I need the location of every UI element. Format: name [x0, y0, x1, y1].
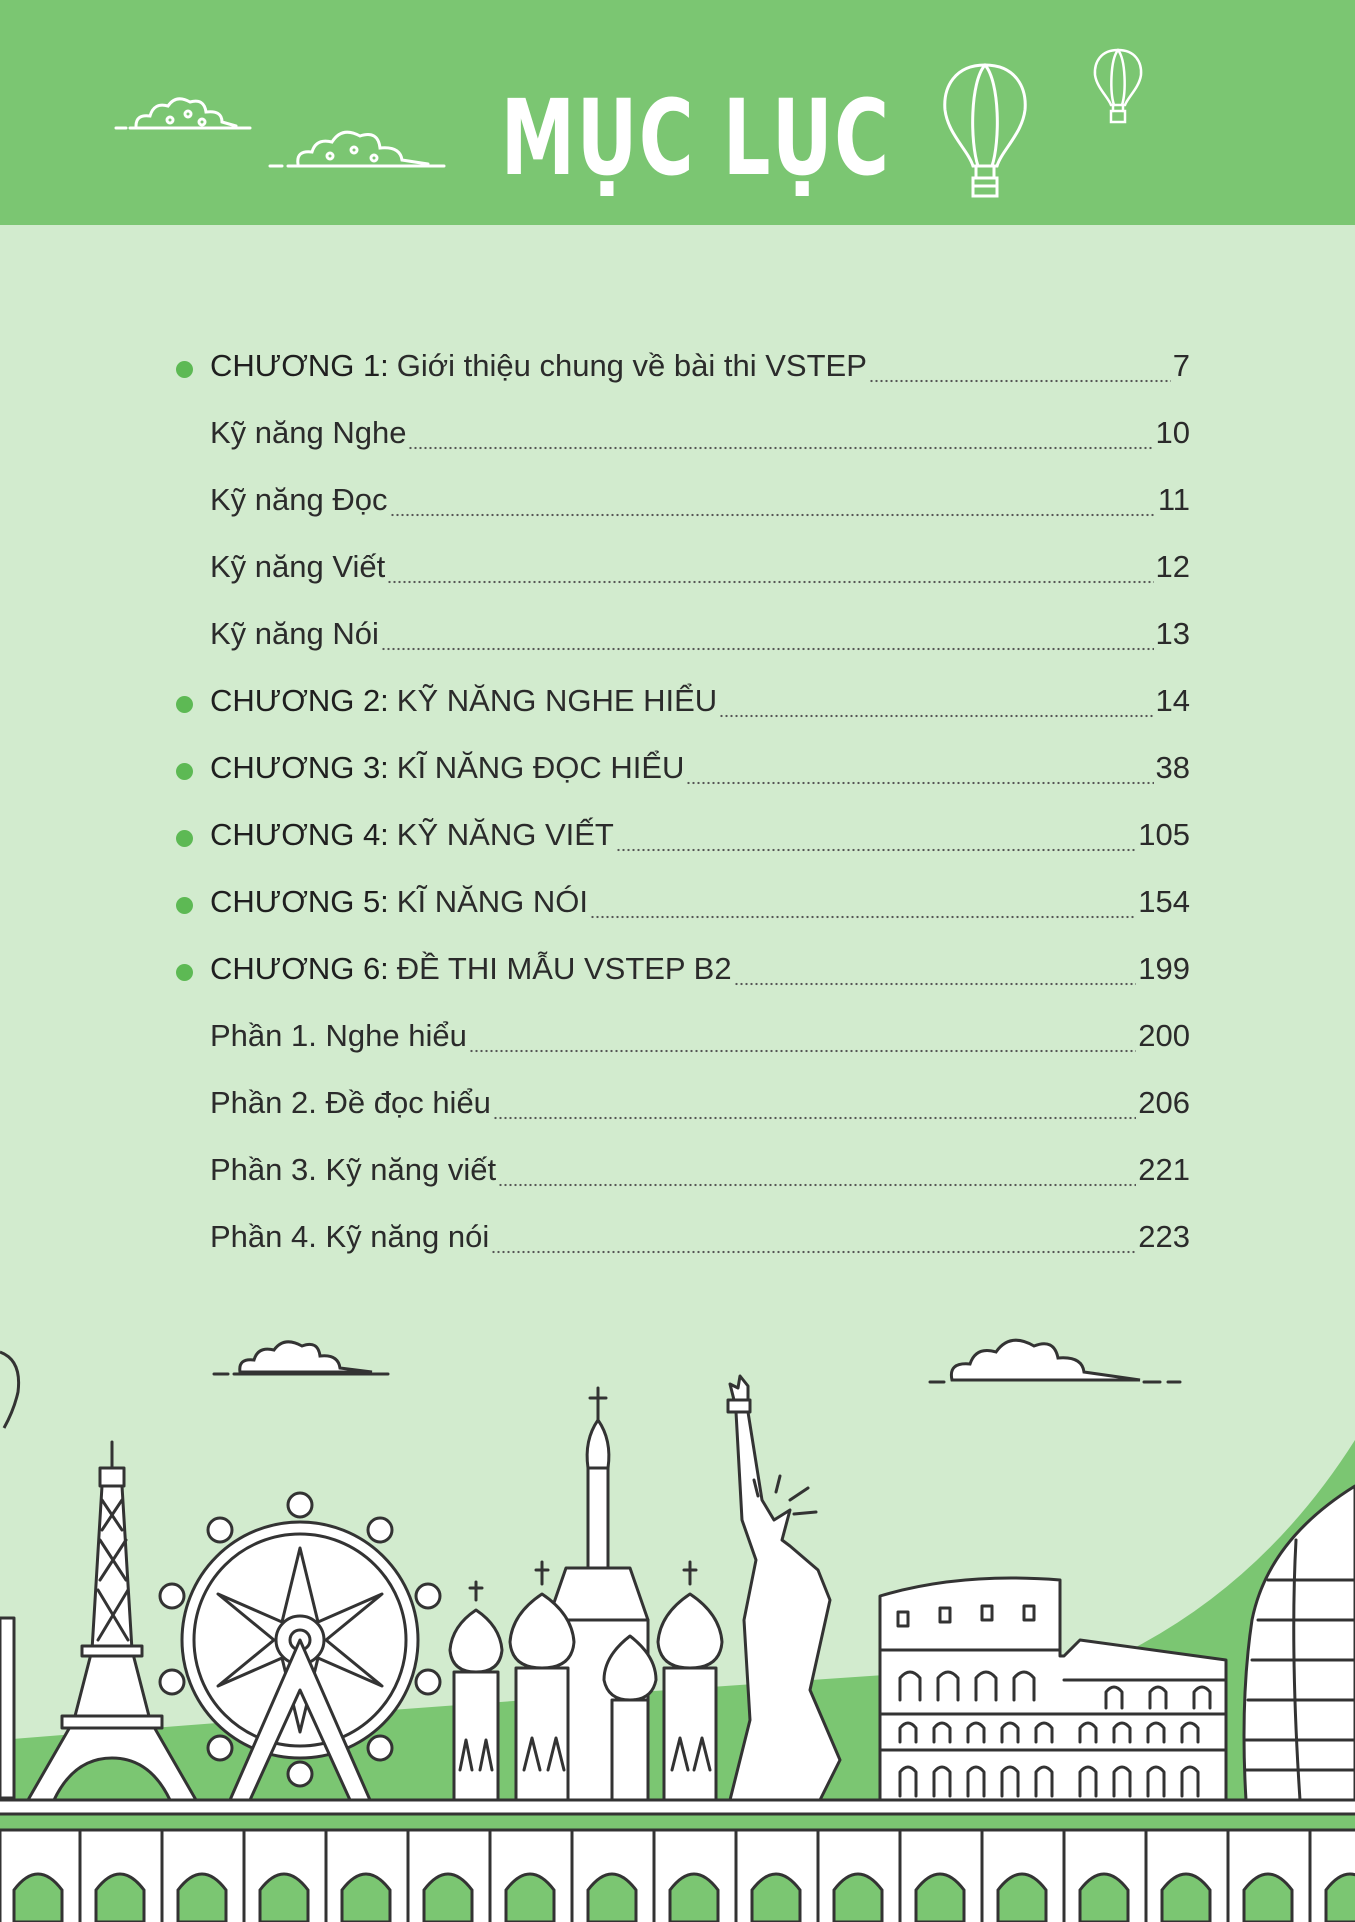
- toc-entry-speaking[interactable]: [210, 616, 1190, 660]
- page-number: 221: [1138, 1152, 1190, 1187]
- colosseum-icon: [880, 1578, 1226, 1800]
- bullet-icon: [176, 830, 193, 847]
- statue-of-liberty-icon: [728, 1376, 840, 1800]
- dot-leader: [719, 714, 1153, 718]
- skyscraper-icon: [1244, 1486, 1355, 1800]
- bullet-icon: [176, 361, 193, 378]
- dot-leader: [734, 982, 1137, 986]
- page-number: 199: [1138, 951, 1190, 986]
- bullet-icon: [176, 696, 193, 713]
- page-title: MỤC LỤC: [500, 77, 891, 199]
- page-number: 14: [1155, 683, 1190, 718]
- page-number: 7: [1172, 348, 1190, 383]
- chapter-label: CHƯƠNG 4:: [210, 817, 389, 852]
- entry-title: Phần 1. Nghe hiểu: [210, 1018, 467, 1053]
- toc-entry-chapter-4[interactable]: [210, 817, 1190, 861]
- dot-leader: [387, 580, 1153, 584]
- entry-title: ĐỀ THI MẪU VSTEP B2: [396, 951, 732, 986]
- page-number: 10: [1155, 415, 1190, 450]
- chapter-label: CHƯƠNG 6:: [210, 951, 389, 986]
- dot-leader: [408, 446, 1153, 450]
- dot-leader: [390, 513, 1156, 517]
- dot-leader: [493, 1116, 1136, 1120]
- toc-entry-chapter-3[interactable]: [210, 750, 1190, 794]
- entry-title: Giới thiệu chung về bài thi VSTEP: [396, 348, 867, 383]
- dot-leader: [686, 781, 1153, 785]
- bullet-icon: [176, 763, 193, 780]
- toc-entry-part-1[interactable]: [210, 1018, 1190, 1062]
- chapter-label: CHƯƠNG 5:: [210, 884, 389, 919]
- entry-title: Phần 3. Kỹ năng viết: [210, 1152, 497, 1187]
- dot-leader: [869, 379, 1171, 383]
- entry-title: KỸ NĂNG VIẾT: [396, 817, 614, 852]
- dot-leader: [469, 1049, 1136, 1053]
- dot-leader: [381, 647, 1154, 651]
- hot-air-balloon-icon: [0, 1352, 19, 1428]
- toc-entry-chapter-1[interactable]: [210, 348, 1190, 392]
- page-number: 11: [1157, 482, 1190, 517]
- dot-leader: [590, 915, 1136, 919]
- entry-title: Kỹ năng Viết: [210, 549, 386, 584]
- entry-title: Kỹ năng Nghe: [210, 415, 407, 450]
- page-number: 223: [1138, 1219, 1190, 1254]
- cloud-icon: [930, 1340, 1180, 1382]
- entry-title: KĨ NĂNG NÓI: [396, 884, 588, 919]
- page-number: 105: [1138, 817, 1190, 852]
- dot-leader: [498, 1183, 1136, 1187]
- toc-entry-reading[interactable]: [210, 482, 1190, 526]
- bullet-icon: [176, 964, 193, 981]
- entry-title: Kỹ năng Đọc: [210, 482, 388, 517]
- page-number: 200: [1138, 1018, 1190, 1053]
- tower-icon: [0, 1618, 14, 1798]
- page-number: 12: [1155, 549, 1190, 584]
- page-number: 38: [1155, 750, 1190, 785]
- toc-entry-part-3[interactable]: [210, 1152, 1190, 1196]
- entry-title: KĨ NĂNG ĐỌC HIỂU: [396, 750, 685, 785]
- toc-entry-chapter-6[interactable]: [210, 951, 1190, 995]
- entry-title: KỸ NĂNG NGHE HIỂU: [396, 683, 718, 718]
- page-number: 154: [1138, 884, 1190, 919]
- page-number: 13: [1155, 616, 1190, 651]
- dot-leader: [616, 848, 1136, 852]
- dot-leader: [491, 1250, 1136, 1254]
- entry-title: Phần 4. Kỹ năng nói: [210, 1219, 490, 1254]
- entry-title: Phần 2. Đề đọc hiểu: [210, 1085, 491, 1120]
- cloud-icon: [214, 1342, 388, 1374]
- toc-entry-part-2[interactable]: [210, 1085, 1190, 1129]
- toc-entry-listening[interactable]: [210, 415, 1190, 459]
- chapter-label: CHƯƠNG 1:: [210, 348, 389, 383]
- bullet-icon: [176, 897, 193, 914]
- page-number: 206: [1138, 1085, 1190, 1120]
- landmark-skyline-illustration: [0, 1300, 1355, 1922]
- toc-entry-chapter-2[interactable]: [210, 683, 1190, 727]
- chapter-label: CHƯƠNG 3:: [210, 750, 389, 785]
- toc-entry-part-4[interactable]: [210, 1219, 1190, 1263]
- toc-entry-writing[interactable]: [210, 549, 1190, 593]
- cathedral-icon: [450, 1388, 722, 1800]
- chapter-label: CHƯƠNG 2:: [210, 683, 389, 718]
- entry-title: Kỹ năng Nói: [210, 616, 379, 651]
- toc-entry-chapter-5[interactable]: [210, 884, 1190, 928]
